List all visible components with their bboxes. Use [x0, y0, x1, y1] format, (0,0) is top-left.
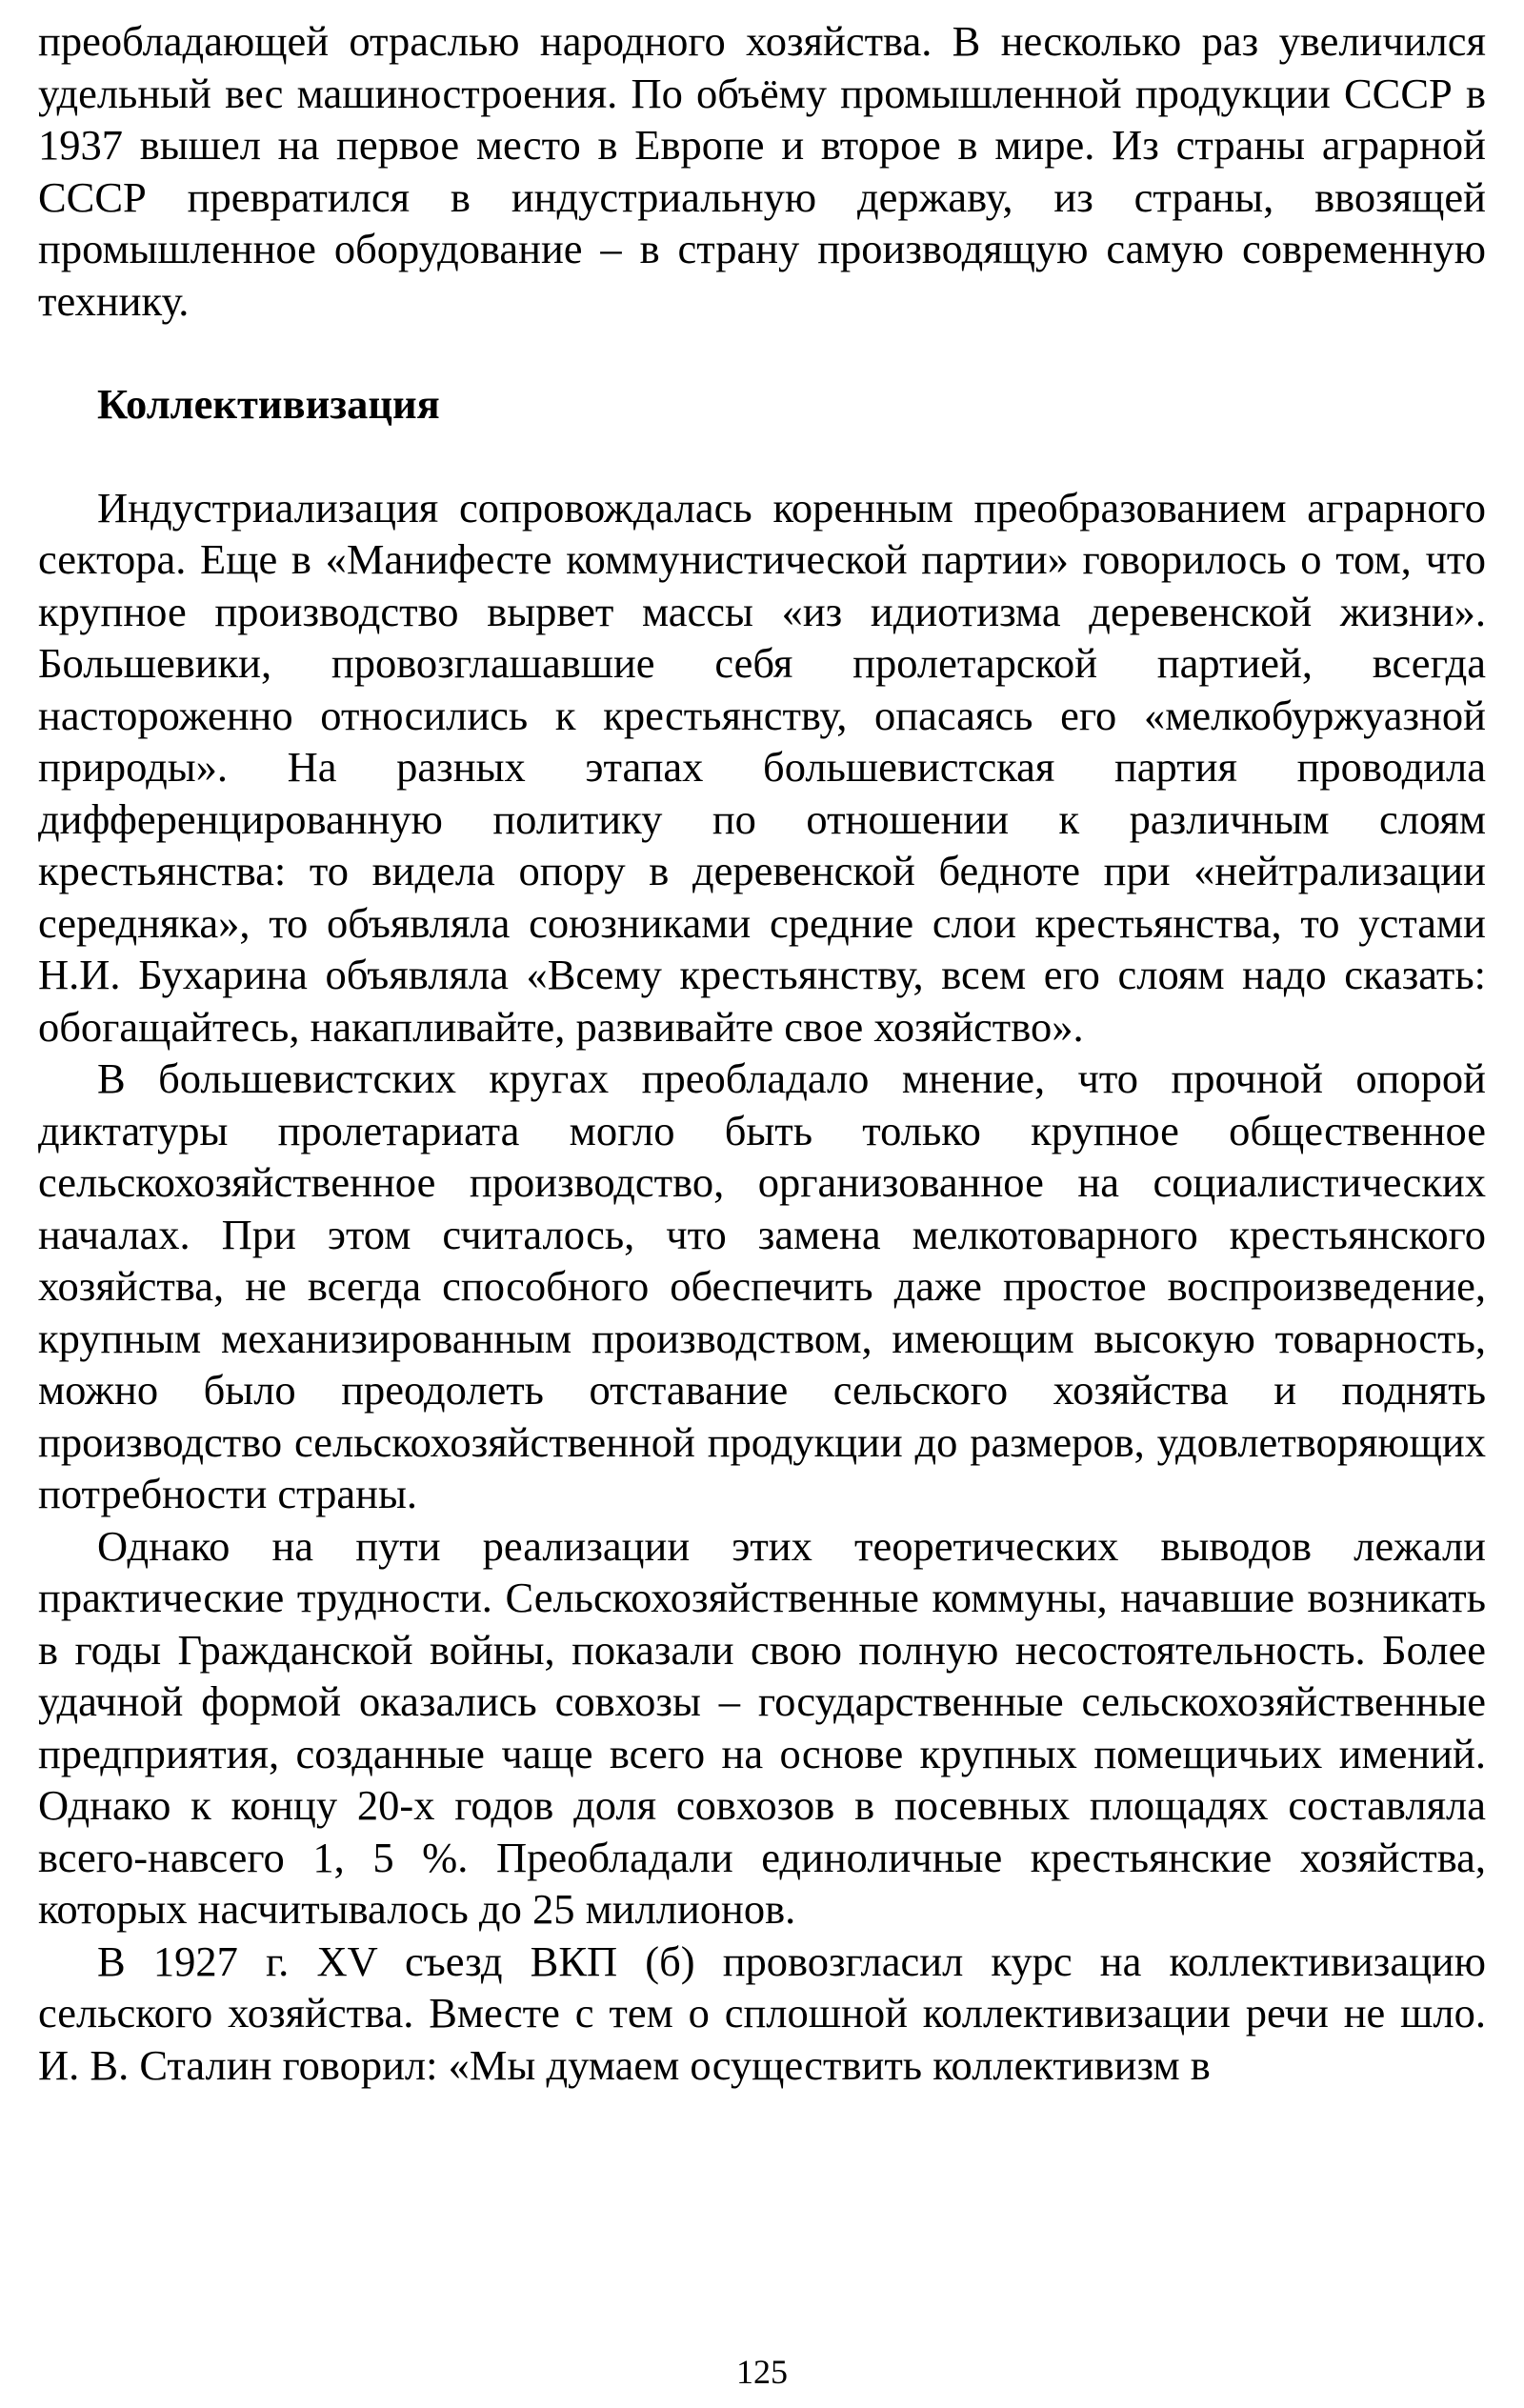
body-paragraph-4: В 1927 г. XV съезд ВКП (б) провозгласил курс на коллективизацию сельского хозяйства. Вместе с тем о сплошной коллективизации речи не шло. И. В. Сталин говорил: «Мы думаем осуществить коллективизм в	[38, 1936, 1486, 2089]
page-number: 125	[736, 2353, 788, 2391]
section-heading: Коллективизация	[97, 380, 440, 428]
body-paragraph-3: Однако на пути реализации этих теоретических выводов лежали практические трудности. Сельскохозяйственные коммуны, начавшие возникать в годы Гражданской войны, показали свою полную несостоятельность. Более удачной формой оказались совхозы – государственные сельскохозяйственные предприятия, созданные чаще всего на основе крупных помещичьих имений. Однако к концу 20-х годов доля совхозов в посевных площадях составляла всего-навсего 1, 5 %. Преобладали единоличные крестьянские хозяйства, которых насчитывалось до 25 миллионов.	[38, 1521, 1486, 1933]
continued-paragraph: преобладающей отраслью народного хозяйства. В несколько раз увеличился удельный вес машиностроения. По объёму промышленной продукции СССР в 1937 вышел на первое место в Европе и второе в мире. Из страны аграрной СССР превратился в индустриальную державу, из страны, ввозящей промышленное оборудование – в страну производящую самую современную технику.	[38, 17, 1486, 325]
body-paragraph-1: Индустриализация сопровождалась коренным преобразованием аграрного сектора. Еще в «Манифесте коммунистической партии» говорилось о том, что крупное производство вырвет массы «из идиотизма деревенской жизни». Большевики, провозглашавшие себя пролетарской партией, всегда настороженно относились к крестьянству, опасаясь его «мелкобуржуазной природы». На разных этапах большевистская партия проводила дифференцированную политику по отношении к различным слоям крестьянства: то видела опору в деревенской бедноте при «нейтрализации середняка», то объявляла союзниками средние слои крестьянства, то устами Н.И. Бухарина объявляла «Всему крестьянству, всем его слоям надо сказать: обогащайтесь, накапливайте, развивайте свое хозяйство».	[38, 483, 1486, 1051]
document-page	[38, 15, 1486, 2091]
body-paragraph-2: В большевистских кругах преобладало мнение, что прочной опорой диктатуры пролетариата могло быть только крупное общественное сельскохозяйственное производство, организованное на социалистических началах. При этом считалось, что замена мелкотоварного крестьянского хозяйства, не всегда способного обеспечить даже простое воспроизведение, крупным механизированным производством, имеющим высокую товарность, можно было преодолеть отставание сельского хозяйства и поднять производство сельскохозяйственной продукции до размеров, удовлетворяющих потребности страны.	[38, 1054, 1486, 1517]
